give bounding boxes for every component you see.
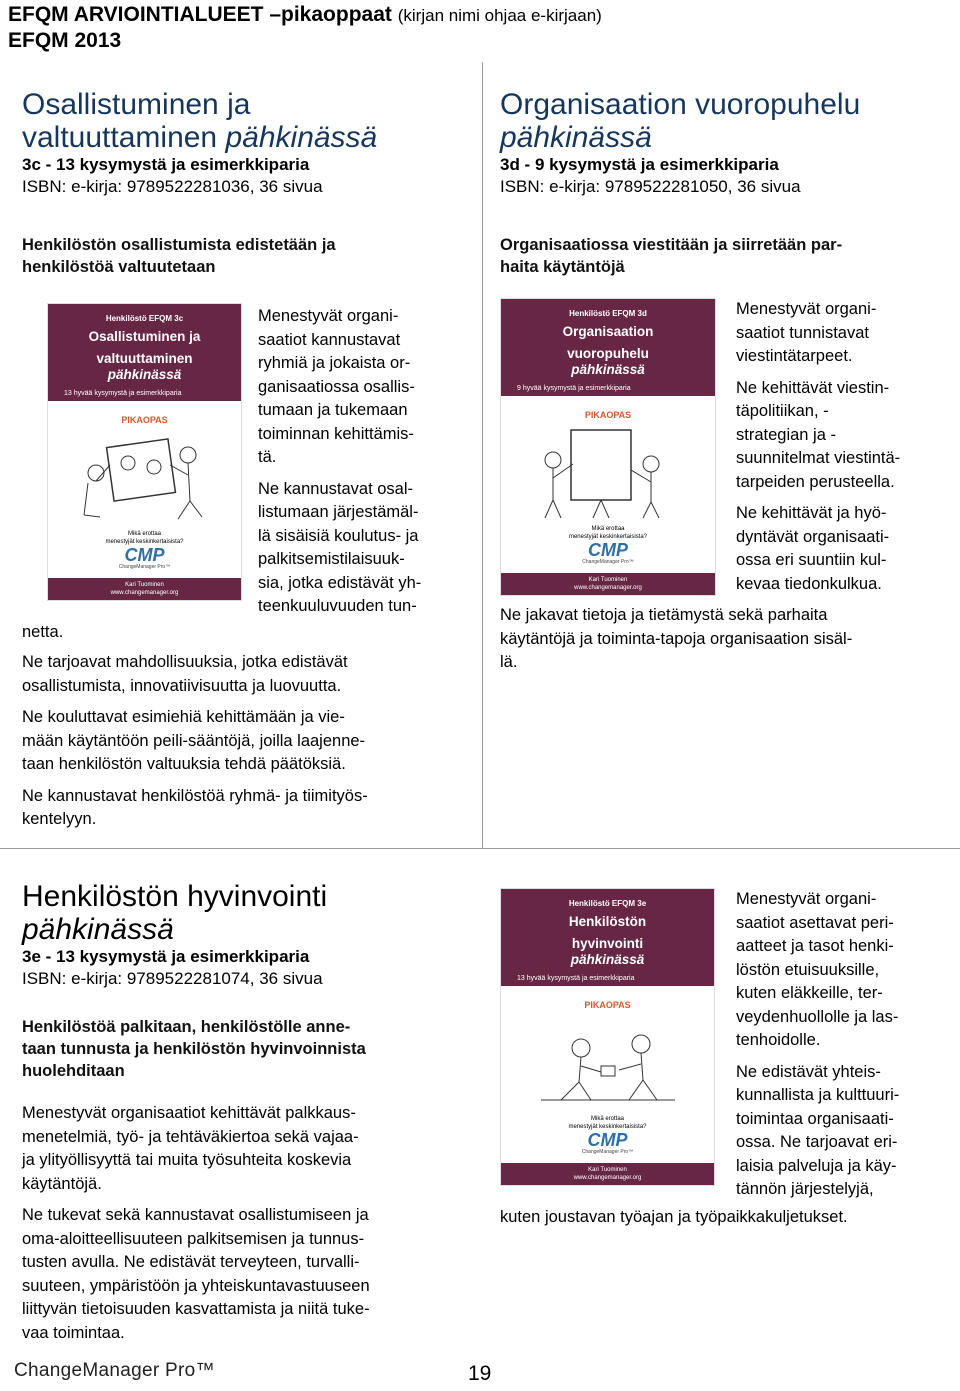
book3-title-b[interactable]: pähkinässä xyxy=(22,913,174,946)
text-line: saatiot kannustavat xyxy=(258,330,401,349)
text-line: listumaan järjestämäl- xyxy=(258,503,419,521)
book3-paragraphs xyxy=(22,1102,474,1353)
text-line: palkitsemistilaisuuk- xyxy=(258,550,405,568)
text-line: strategian ja - xyxy=(736,425,836,444)
text-line: dyntävät organisaati- xyxy=(736,527,890,546)
text-line: taan tunnusta ja henkilöstön hyvinvoinnista xyxy=(22,1040,366,1058)
book2-side-text xyxy=(736,298,956,604)
text-line: liittyvän tietoisuuden kasvattamista ja niitä tuke- xyxy=(22,1300,370,1318)
text-line: saatiot tunnistavat xyxy=(736,323,869,342)
cmp-logo-icon: CMP xyxy=(588,540,628,560)
book3-lead xyxy=(22,1016,472,1082)
text-line: menetelmiä, työ- ja tehtäväkiertoa sekä vajaa- xyxy=(22,1127,359,1146)
book3-cover-image xyxy=(500,888,715,1186)
cover-question-2: menestyjät keskinkertaisista? xyxy=(105,539,184,545)
text-line: Menestyvät organisaatiot kehittävät palkkaus- xyxy=(22,1104,356,1122)
text-line: lä. xyxy=(500,653,518,671)
book2-lead xyxy=(500,234,950,278)
text-line: viestintätarpeet. xyxy=(736,347,853,365)
text-line: tusten avulla. Ne edistävät terveyteen, turvalli- xyxy=(22,1253,360,1271)
cover-brand: ChangeManager Pro™ xyxy=(582,559,634,565)
book1-isbn: ISBN: e-kirja: 9789522281036, 36 sivua xyxy=(22,177,323,196)
cover-question-2: menestyjät keskinkertaisista? xyxy=(568,1124,647,1130)
cover-series: Henkilöstö EFQM 3e xyxy=(568,899,647,908)
book1-title-c[interactable]: pähkinässä xyxy=(225,121,378,154)
book3-count: 3e - 13 kysymystä ja esimerkkipariа xyxy=(22,947,310,966)
book2-title-a[interactable]: Organisaation vuoropuhelu xyxy=(500,88,861,121)
book3-tail: kuten joustavan työajan ja työpaikkakuljetukset. xyxy=(500,1208,848,1226)
text-line: Ne kehittävät viestin- xyxy=(736,378,890,397)
header-year: EFQM 2013 xyxy=(8,29,122,52)
text-line: huolehditaan xyxy=(22,1062,125,1080)
cover-title-2: valtuuttaminen xyxy=(96,351,193,366)
text-line: laisia palveluja ja käy- xyxy=(736,1156,897,1175)
text-line: tännön järjestelyjä, xyxy=(736,1180,874,1198)
cover-url: www.changemanager.org xyxy=(574,585,642,591)
text-line: kevaa tiedonkulkua. xyxy=(736,574,882,593)
book1-lead xyxy=(22,234,472,278)
text-line: ossa. Ne tarjoavat eri- xyxy=(736,1133,898,1151)
cover-pikaopas: PIKAOPAS xyxy=(584,410,632,420)
cover-title-italic: pähkinässä xyxy=(571,362,645,377)
page-header xyxy=(8,2,602,53)
book1-cover-image xyxy=(47,303,242,601)
text-line: tarpeiden perusteella. xyxy=(736,472,895,491)
book2-isbn: ISBN: e-kirja: 9789522281050, 36 sivua xyxy=(500,177,801,196)
book2-lead-a: Organisaatiossa viestitään ja siirretään par- xyxy=(500,236,843,254)
book1-side-text xyxy=(258,305,472,627)
cover-brand: ChangeManager Pro™ xyxy=(118,564,171,570)
text-line: ossa eri suuntiin kul- xyxy=(736,551,887,569)
cover-url: www.changemanager.org xyxy=(573,1175,642,1181)
text-line: Ne edistävät yhteis- xyxy=(736,1062,881,1081)
cover-title: Osallistuminen ja xyxy=(88,329,201,344)
cover-illustration-icon xyxy=(501,420,715,520)
text-line: veydenhuollolle ja las- xyxy=(736,1007,899,1026)
book1-lead-b: henkilöstöä valtuutetaan xyxy=(22,258,216,276)
text-line: osallistumista, innovatiivisuutta ja luovuutta. xyxy=(22,676,342,695)
text-line: löstön etuisuuksille, xyxy=(736,960,880,979)
cover-title: Organisaation xyxy=(562,324,654,339)
text-line: vaa toimintaa. xyxy=(22,1323,125,1342)
text-line: teenkuuluvuuden tun- xyxy=(258,597,417,615)
cover-subtitle: 9 hyvää kysymystä ja esimerkkipariа xyxy=(517,385,631,392)
cmp-logo-icon: CMP xyxy=(587,1130,628,1150)
cover-title-italic: pähkinässä xyxy=(570,952,645,967)
book1-title-a[interactable]: Osallistuminen ja xyxy=(22,88,251,121)
text-line: Menestyvät organi- xyxy=(736,890,877,908)
header-title: EFQM ARVIOINTIALUEET –pikaoppaat xyxy=(8,3,392,26)
cover-illustration-icon xyxy=(501,1010,714,1110)
text-line: Menestyvät organi- xyxy=(258,307,399,325)
cover-question-2: menestyjät keskinkertaisista? xyxy=(568,534,648,540)
cmp-logo-icon: CMP xyxy=(124,545,165,565)
text-line: ganisaatiossa osallis- xyxy=(258,377,415,396)
cover-author: Kari Tuominen xyxy=(588,1167,627,1173)
text-line: oma-aloitteellisuuteen palkitsemisen ja tunnus- xyxy=(22,1229,365,1248)
text-line: Ne kouluttavat esimiehiä kehittämään ja vie- xyxy=(22,708,345,726)
cover-title-italic: pähkinässä xyxy=(107,367,182,382)
text-line: lä sisäisiä koulutus- ja xyxy=(258,526,419,545)
text-line: ja ylityöllisyyttä tai muita työsuhteita koskevia xyxy=(22,1151,352,1169)
book1-lead-a: Henkilöstön osallistumista edistetään ja xyxy=(22,236,336,254)
cover-illustration-icon xyxy=(48,425,241,525)
text-line: taan henkilöstön valtuuksia tehdä päätöksiä. xyxy=(22,755,346,773)
text-line: sia, jotka edistävät yh- xyxy=(258,573,422,592)
cover-author: Kari Tuominen xyxy=(588,577,628,583)
book2-title-b[interactable]: pähkinässä xyxy=(500,121,652,154)
text-line: mään käytäntöön peili-sääntöjä, joilla laajenne- xyxy=(22,731,366,750)
cover-question-1: Mikä erottaa xyxy=(591,526,625,532)
cover-subtitle: 13 hyvää kysymystä ja esimerkkipariа xyxy=(517,975,635,982)
cover-series: Henkilöstö EFQM 3c xyxy=(105,314,184,323)
text-line: tä. xyxy=(258,448,277,466)
text-line: Ne kannustavat osal- xyxy=(258,479,414,498)
text-line: toiminnan kehittämis- xyxy=(258,424,414,443)
book2-cover-image xyxy=(500,298,716,596)
cover-title-2: hyvinvointi xyxy=(571,936,644,951)
text-line: kentelyyn. xyxy=(22,810,97,828)
text-line: Ne jakavat tietoja ja tietämystä sekä parhaita xyxy=(500,606,828,624)
book2-title-block xyxy=(500,88,950,198)
book1-tail: netta. xyxy=(22,623,64,641)
book2-count: 3d - 9 kysymystä ja esimerkkipariа xyxy=(500,155,779,174)
text-line: saatiot asettavat peri- xyxy=(736,913,894,932)
text-line: suunnitelmat viestintä- xyxy=(736,449,901,467)
text-line: käytäntöjä. xyxy=(22,1174,102,1193)
cover-title: Henkilöstön xyxy=(568,914,647,929)
book3-side-text xyxy=(736,888,956,1210)
text-line: täpolitiikan, - xyxy=(736,402,829,420)
text-line: tenhoidolle. xyxy=(736,1031,821,1049)
cover-subtitle: 13 hyvää kysymystä ja esimerkkipariа xyxy=(64,390,182,397)
text-line: Menestyvät organi- xyxy=(736,300,877,318)
text-line: suuteen, ympäristöön ja yhteiskuntavastuuseen xyxy=(22,1276,370,1295)
text-line: tumaan ja tukemaan xyxy=(258,401,408,419)
header-note: (kirjan nimi ohjaa e-kirjaan) xyxy=(397,6,602,25)
cover-author: Kari Tuominen xyxy=(125,582,164,588)
text-line: ryhmiä ja jokaista or- xyxy=(258,354,411,372)
book1-count: 3c - 13 kysymystä ja esimerkkipariа xyxy=(22,155,310,174)
column-divider xyxy=(482,62,483,848)
book1-title-b[interactable]: valtuuttaminen xyxy=(22,121,218,154)
book3-title-block xyxy=(22,880,472,990)
book1-title-block xyxy=(22,88,472,198)
cover-question-1: Mikä erottaa xyxy=(127,531,161,537)
book1-paragraphs xyxy=(22,651,474,840)
text-line: Ne tarjoavat mahdollisuuksia, jotka edistävät xyxy=(22,653,348,671)
section-divider xyxy=(0,848,960,849)
cover-pikaopas: PIKAOPAS xyxy=(121,415,168,425)
book2-lead-b: haita käytäntöjä xyxy=(500,258,625,276)
text-line: toimintaa organisaati- xyxy=(736,1109,894,1128)
text-line: Henkilöstöä palkitaan, henkilöstölle anne- xyxy=(22,1018,351,1036)
cover-question-1: Mikä erottaa xyxy=(590,1116,624,1122)
footer-brand: ChangeManager Pro™ xyxy=(14,1360,215,1381)
text-line: kunnallista ja kulttuuri- xyxy=(736,1086,900,1104)
text-line: Ne tukevat sekä kannustavat osallistumiseen ja xyxy=(22,1206,369,1224)
cover-pikaopas: PIKAOPAS xyxy=(584,1000,631,1010)
book3-title-a[interactable]: Henkilöstön hyvinvointi xyxy=(22,880,328,913)
page-number: 19 xyxy=(468,1362,492,1385)
text-line: Ne kehittävät ja hyö- xyxy=(736,504,887,522)
cover-brand: ChangeManager Pro™ xyxy=(581,1149,634,1155)
cover-series: Henkilöstö EFQM 3d xyxy=(569,309,647,318)
cover-title-2: vuoropuhelu xyxy=(567,346,649,361)
book2-paragraph xyxy=(500,604,956,675)
book3-isbn: ISBN: e-kirja: 9789522281074, 36 sivua xyxy=(22,969,323,988)
text-line: kuten eläkkeille, ter- xyxy=(736,984,883,1002)
text-line: Ne kannustavat henkilöstöä ryhmä- ja tiimityös- xyxy=(22,786,368,805)
cover-url: www.changemanager.org xyxy=(110,590,179,596)
text-line: aatteet ja tasot henki- xyxy=(736,937,894,955)
text-line: käytäntöjä ja toiminta-tapoja organisaation sisäl- xyxy=(500,629,853,648)
